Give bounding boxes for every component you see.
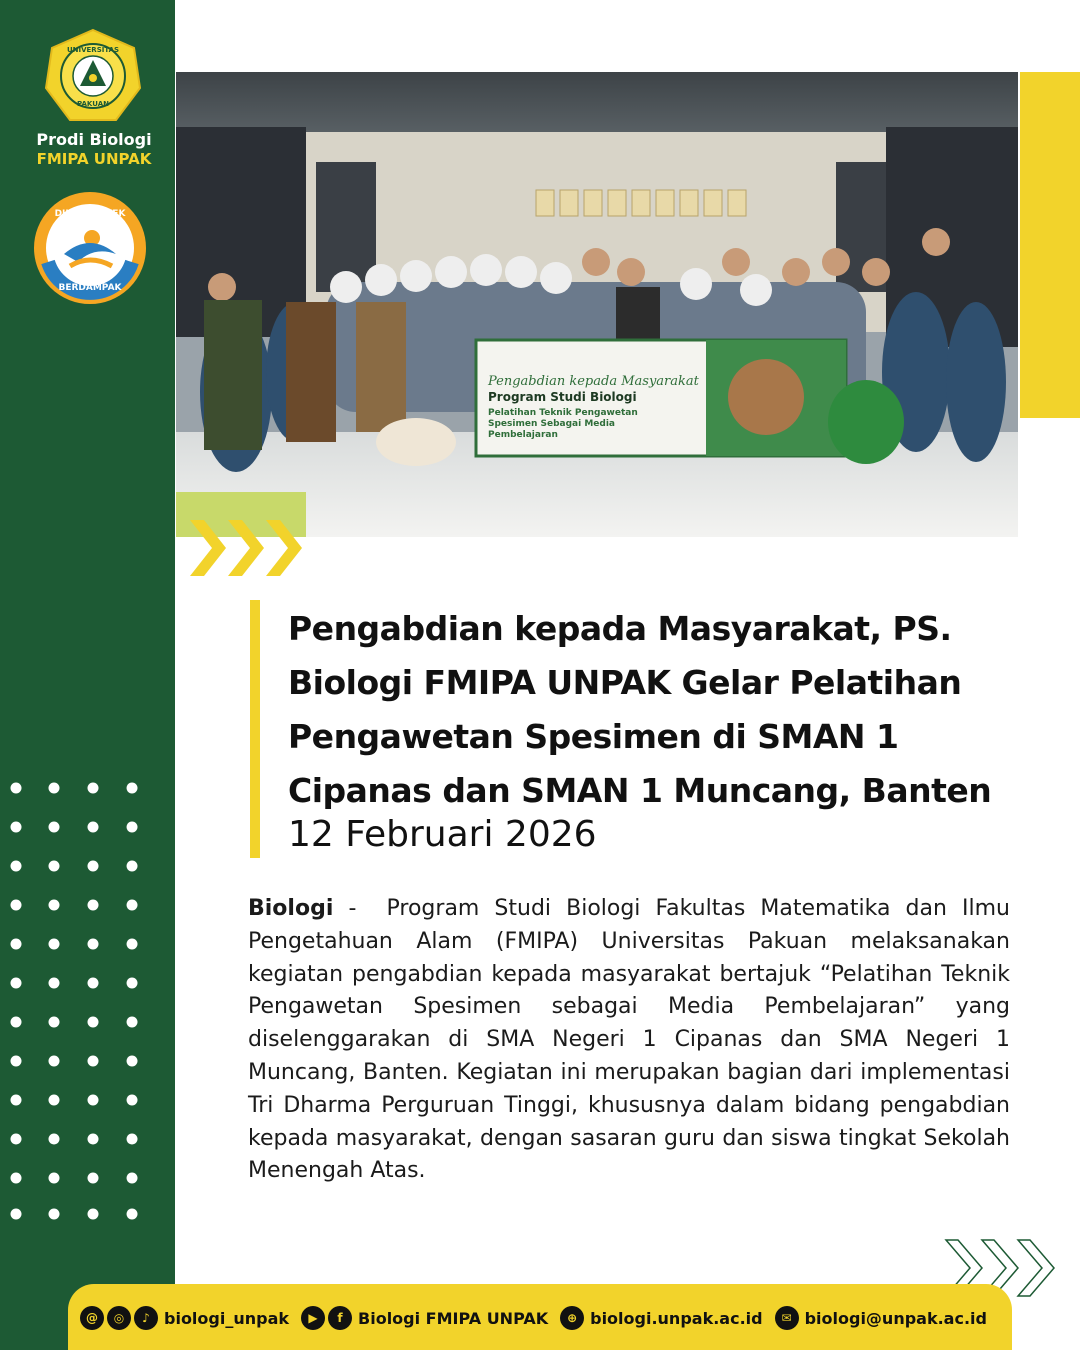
- banner-line2: Program Studi Biologi: [488, 390, 637, 404]
- svg-text:BERDAMPAK: BERDAMPAK: [58, 283, 122, 293]
- mail-icon[interactable]: ✉: [775, 1306, 799, 1330]
- group-photo-illustration: [176, 72, 1018, 537]
- banner-line4: Spesimen Sebagai Media: [488, 419, 615, 429]
- unpak-seal-logo: [44, 28, 142, 124]
- social-handle-group[interactable]: [80, 1306, 289, 1330]
- yellow-accent-block: [1020, 72, 1080, 418]
- website-link[interactable]: biologi.unpak.ac.id: [590, 1308, 763, 1328]
- left-sidebar: [0, 0, 175, 1350]
- headline-line1: Pengabdian kepada Masyarakat, PS.: [288, 609, 952, 648]
- youtube-facebook-group[interactable]: [301, 1306, 548, 1330]
- social-handle[interactable]: biologi_unpak: [164, 1308, 290, 1328]
- yellow-chevrons-decoration: [190, 520, 308, 576]
- event-group-photo: [176, 72, 1018, 537]
- instagram-icon[interactable]: ◎: [107, 1306, 131, 1330]
- globe-icon[interactable]: ⊕: [560, 1306, 584, 1330]
- website-group[interactable]: [560, 1306, 762, 1330]
- brand-name-line2: FMIPA UNPAK: [36, 150, 152, 168]
- headline-line2: Biologi FMIPA UNPAK Gelar Pelatihan: [288, 663, 962, 702]
- decorative-dot-grid: [10, 780, 140, 1220]
- headline-line3: Pengawetan Spesimen di SMAN 1: [288, 717, 899, 756]
- contact-footer: [68, 1284, 1012, 1350]
- svg-text:PAKUAN: PAKUAN: [77, 100, 109, 108]
- threads-icon[interactable]: @: [80, 1306, 104, 1330]
- banner-line3: Pelatihan Teknik Pengawetan: [488, 408, 638, 418]
- banner-line1: Pengabdian kepada Masyarakat: [488, 374, 699, 389]
- svg-text:DIKTISAINTEK: DIKTISAINTEK: [54, 209, 126, 219]
- article-separator: -: [333, 896, 387, 921]
- svg-text:UNIVERSITAS: UNIVERSITAS: [66, 46, 120, 54]
- title-accent-bar: [250, 600, 260, 858]
- banner-line5: Pembelajaran: [488, 430, 558, 440]
- youtube-icon[interactable]: ▶: [301, 1306, 325, 1330]
- article-lead: Biologi: [248, 896, 334, 921]
- event-date: 12 Februari 2026: [288, 814, 597, 855]
- facebook-icon[interactable]: f: [328, 1306, 352, 1330]
- headline-line4: Cipanas dan SMAN 1 Muncang, Banten: [288, 771, 992, 810]
- tiktok-icon[interactable]: ♪: [134, 1306, 158, 1330]
- article-text: Program Studi Biologi Fakultas Matematika dan Ilmu Pengetahuan Alam (FMIPA) Universitas Pakuan melaksanakan kegiatan pengabdian kepada masyarakat bertajuk “Pelatihan Teknik Pengawetan Spesimen sebagai Media Pembelajaran” yang diselenggarakan di SMA Negeri 1 Cipanas dan SMA Negeri 1 Muncang, Banten. Kegiatan ini merupakan bagian dari implementasi Tri Dharma Perguruan Tinggi, khususnya dalam bidang pengabdian kepada masyarakat, dengan sasaran guru dan siswa tingkat Sekolah Menengah Atas.: [248, 896, 1010, 1184]
- channel-name[interactable]: Biologi FMIPA UNPAK: [358, 1308, 549, 1328]
- email-link[interactable]: biologi@unpak.ac.id: [804, 1308, 987, 1328]
- article-body: [248, 893, 1010, 1188]
- email-group[interactable]: [775, 1306, 987, 1330]
- diktisaintek-berdampak-logo: [34, 192, 146, 304]
- brand-name-line1: Prodi Biologi: [36, 130, 152, 149]
- headline: [288, 602, 1028, 818]
